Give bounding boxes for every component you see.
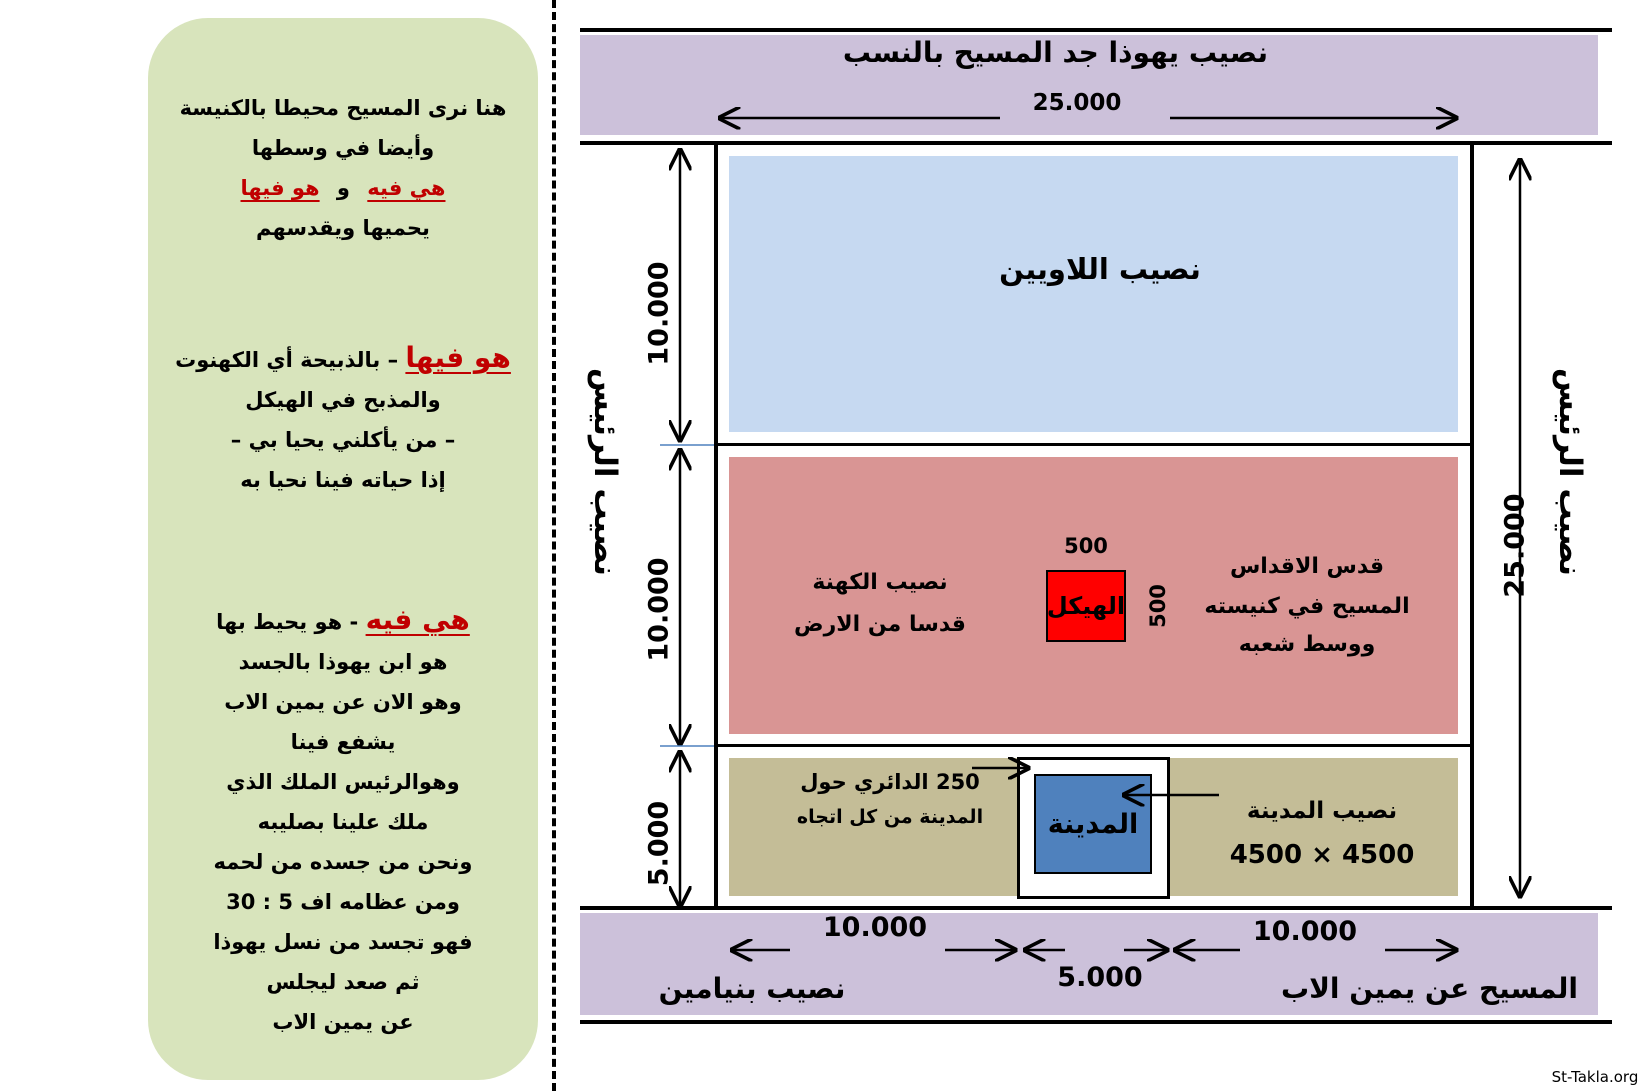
watermark: St-Takla.org xyxy=(1551,1068,1639,1086)
note-line: والمذبح في الهيكل xyxy=(245,388,441,412)
note-line: وهوالرئيس الملك الذي xyxy=(226,770,460,794)
right-height-value: 25.000 xyxy=(1499,493,1531,598)
highlight-he-in-it: هو فيها xyxy=(240,176,320,200)
note-and: و xyxy=(336,176,350,200)
temple-width-value: 500 xyxy=(1064,534,1108,558)
prince-portion-left: نصيب الرئيس xyxy=(587,367,623,576)
city-height-value: 5.000 xyxy=(643,800,675,887)
christ-right-hand-label: المسيح عن يمين الاب xyxy=(1280,972,1578,1005)
ring-label-line2: المدينة من كل اتجاه xyxy=(796,806,984,828)
holy-of-holies-line3: ووسط شعبه xyxy=(1238,632,1376,657)
holy-of-holies-line2: المسيح في كنيسته xyxy=(1204,594,1410,619)
highlight-title-he-in-her: هو فيها xyxy=(405,341,511,374)
note-line: ومن عظامه اف 5 : 30 xyxy=(226,890,460,914)
temple-label: الهيكل xyxy=(1046,592,1126,620)
city-zone-label: نصيب المدينة xyxy=(1246,798,1398,824)
levites-height-value: 10.000 xyxy=(643,261,675,366)
note-text: – بالذبيحة أي الكهنوت xyxy=(175,348,399,372)
note-line: هو ابن يهوذا بالجسد xyxy=(238,650,448,674)
priests-height-value: 10.000 xyxy=(643,557,675,662)
top-width-value: 25.000 xyxy=(1032,90,1122,116)
priests-label-line2: قدسا من الارض xyxy=(794,612,966,637)
priests-label-line1: نصيب الكهنة xyxy=(812,570,948,595)
note-line: يشفع فينا xyxy=(290,730,396,754)
benjamin-portion-label: نصيب بنيامين xyxy=(658,972,846,1005)
note-line: ثم صعد ليجلس xyxy=(266,970,420,994)
highlight-title-she-in-him: هي فيه xyxy=(365,603,470,636)
note-text: - هو يحيط بها xyxy=(216,610,359,634)
note-line: وأيضا في وسطها xyxy=(251,136,435,160)
holy-of-holies-line1: قدس الاقداس xyxy=(1229,554,1385,579)
highlight-he-in-her: هي فيه xyxy=(367,176,446,200)
note-line: ملك علينا بصليبه xyxy=(257,810,429,834)
bottom-mid-width: 5.000 xyxy=(1057,962,1143,993)
note-line: يحميها ويقدسهم xyxy=(256,216,430,240)
ring-label-line1: 250 الدائري حول xyxy=(800,770,980,794)
note-line: عن يمين الاب xyxy=(272,1010,414,1034)
bottom-right-width: 10.000 xyxy=(1252,916,1358,947)
city-label: المدينة xyxy=(1047,808,1139,840)
levites-label: نصيب اللاويين xyxy=(999,252,1201,286)
note-line: وهو الان عن يمين الاب xyxy=(224,690,462,714)
note-line: هنا نرى المسيح محيطا بالكنيسة xyxy=(179,96,507,120)
bottom-left-width: 10.000 xyxy=(822,912,928,943)
note-line: ونحن من جسده من لحمه xyxy=(213,850,473,874)
temple-height-value: 500 xyxy=(1146,584,1170,628)
note-line: – من يأكلني يحيا بي – xyxy=(230,428,456,452)
note-line: فهو تجسد من نسل يهوذا xyxy=(213,930,473,954)
city-dimensions: 4500 × 4500 xyxy=(1229,840,1415,870)
top-band-label: نصيب يهوذا جد المسيح بالنسب xyxy=(842,36,1268,69)
note-line: إذا حياته فينا نحيا به xyxy=(240,468,446,492)
prince-portion-right: نصيب الرئيس xyxy=(1552,367,1588,576)
